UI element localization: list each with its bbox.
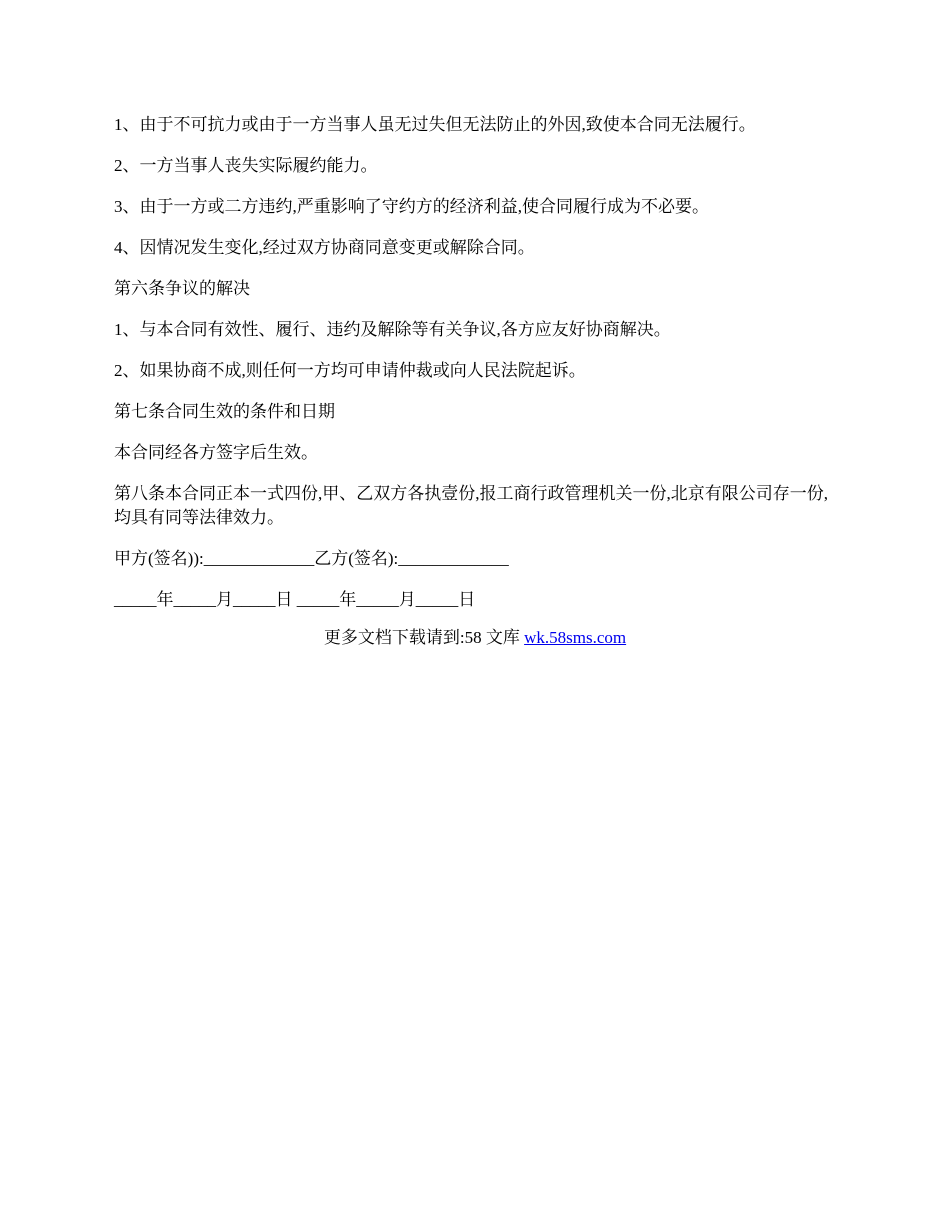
document-body (114, 113, 838, 629)
clause-6-item-1: 1、与本合同有效性、履行、违约及解除等有关争议,各方应友好协商解决。 (114, 320, 671, 339)
clause-5-item-3: 3、由于一方或二方违约,严重影响了守约方的经济利益,使合同履行成为不必要。 (114, 197, 709, 216)
clause-8-body: 第八条本合同正本一式四份,甲、乙双方各执壹份,报工商行政管理机关一份,北京有限公司存一份,均具有同等法律效力。 (114, 484, 828, 527)
clause-6-heading: 第六条争议的解决 (114, 279, 250, 298)
clause-7-body: 本合同经各方签字后生效。 (114, 443, 318, 462)
clause-5-item-4: 4、因情况发生变化,经过双方协商同意变更或解除合同。 (114, 238, 535, 257)
footer-text: 更多文档下载请到:58 文库 (323, 628, 525, 647)
download-footer (0, 626, 950, 650)
signature-line: 甲方(签名)):_____________乙方(签名):_____________ (114, 549, 509, 568)
clause-6-item-2: 2、如果协商不成,则任何一方均可申请仲裁或向人民法院起诉。 (114, 361, 586, 380)
clause-5-item-1: 1、由于不可抗力或由于一方当事人虽无过失但无法防止的外因,致使本合同无法履行。 (114, 115, 756, 134)
clause-7-heading: 第七条合同生效的条件和日期 (114, 402, 335, 421)
footer-link[interactable]: wk.58sms.com (524, 628, 627, 647)
date-line: _____年_____月_____日 _____年_____月_____日 (114, 590, 476, 609)
clause-5-item-2: 2、一方当事人丧失实际履约能力。 (114, 156, 378, 175)
